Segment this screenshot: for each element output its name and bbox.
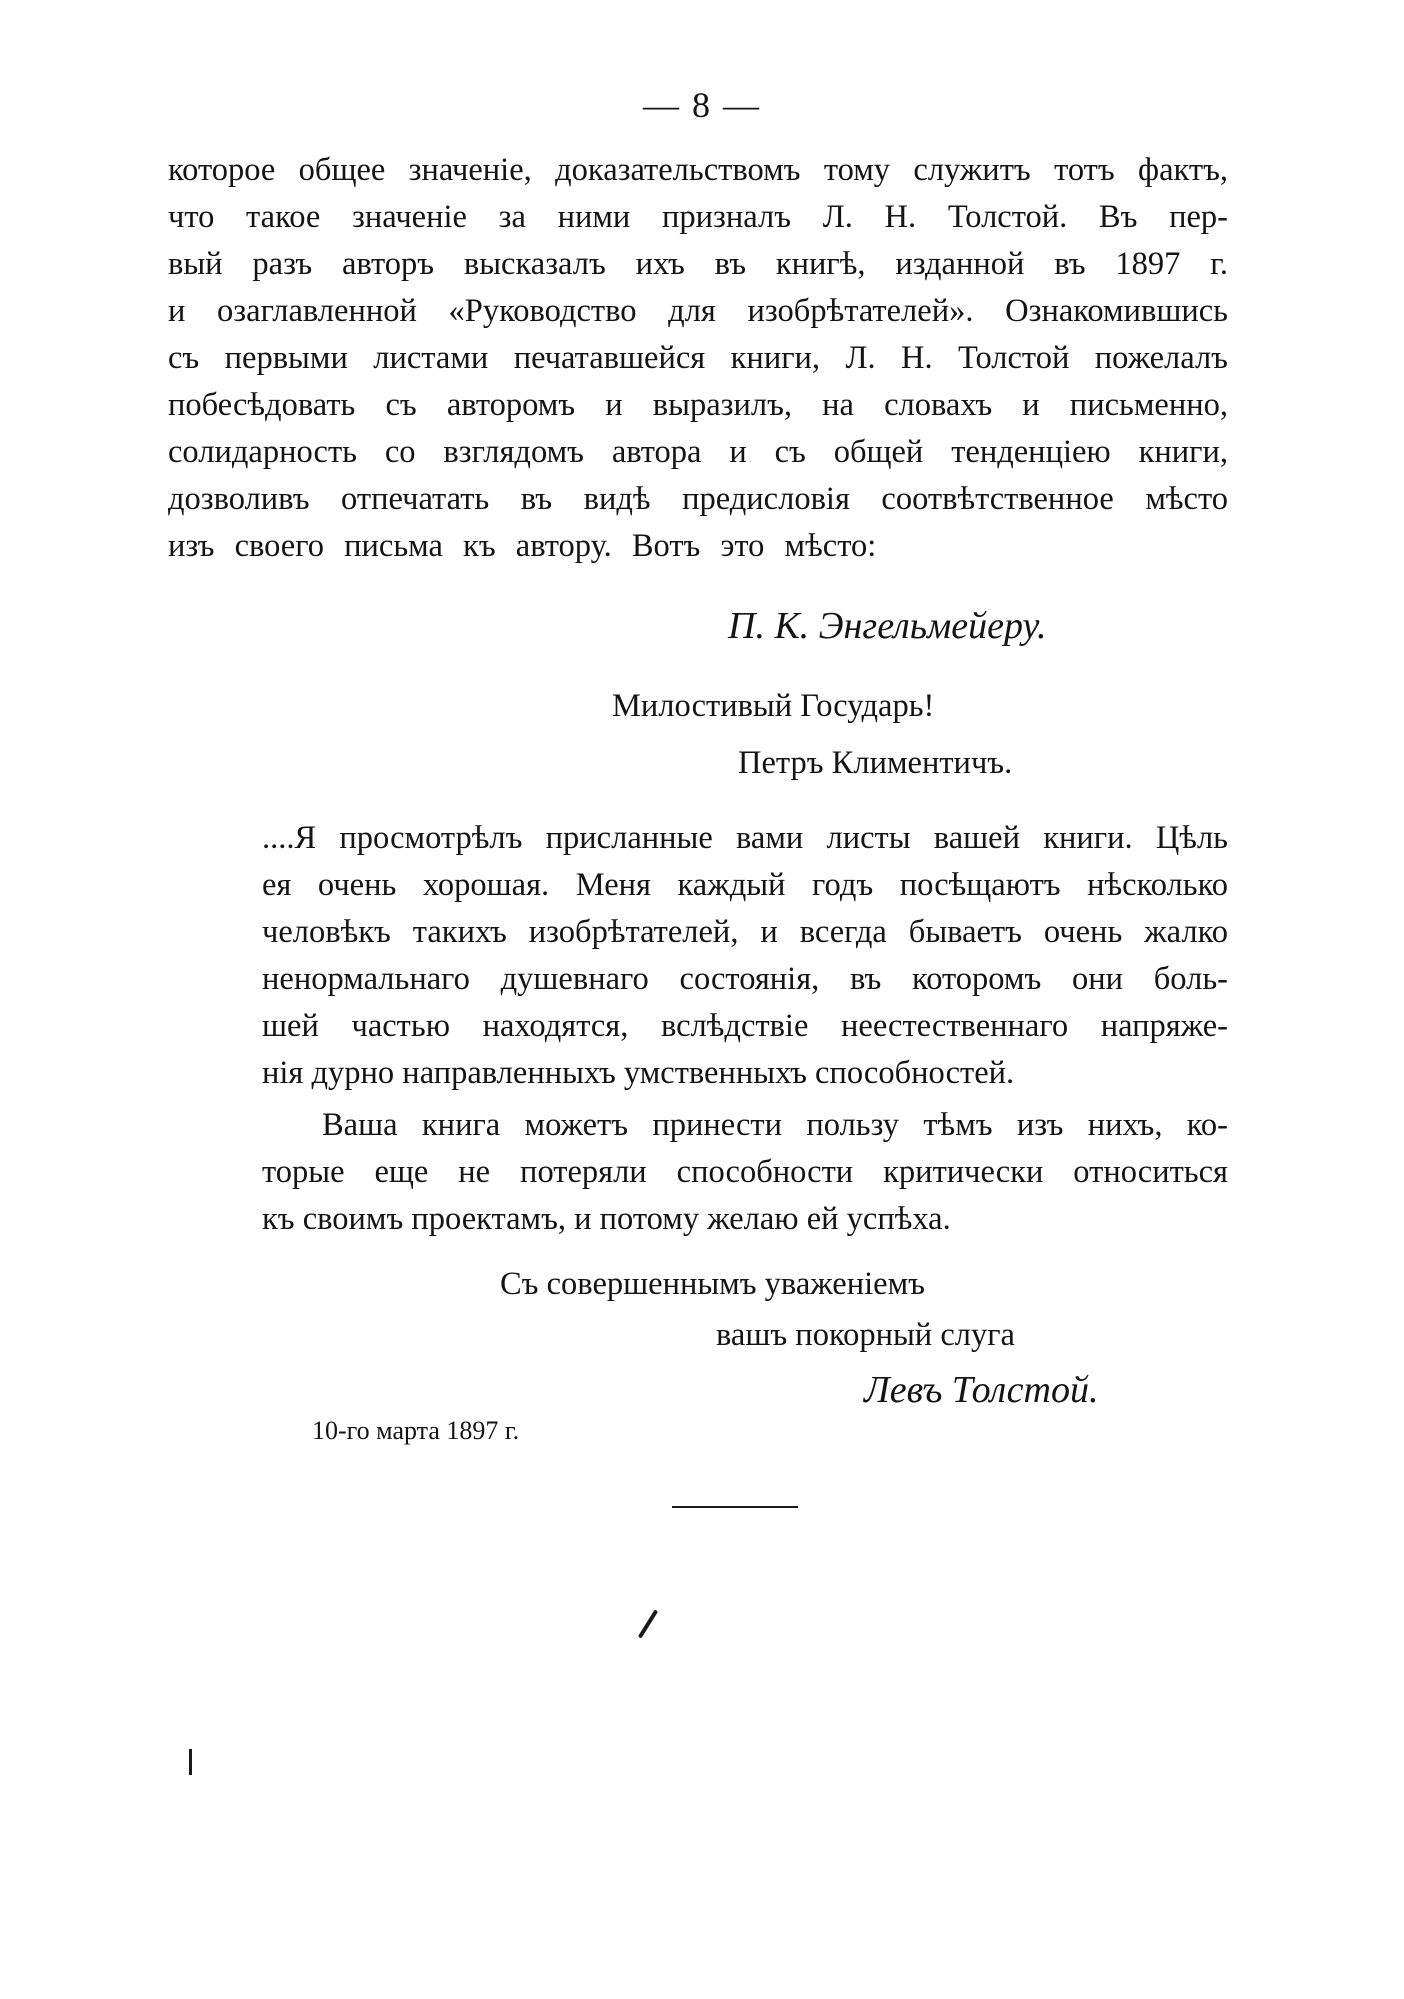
letter-line: къ своимъ проектамъ, и потому желаю ей успѣха. (262, 1201, 951, 1237)
paragraph-line: вый разъ авторъ высказалъ ихъ въ книгѣ, изданной въ 1897 г. (168, 246, 1228, 282)
paragraph-line: побесѣдовать съ авторомъ и выразилъ, на словахъ и письменно, (168, 387, 1228, 423)
letter-closing-servant: вашъ покорный слуга (716, 1317, 1015, 1353)
letter-line: Ваша книга можетъ принести пользу тѣмъ изъ нихъ, ко- (322, 1107, 1228, 1143)
margin-mark (189, 1749, 192, 1775)
paragraph-line: и озаглавленной «Руководство для изобрѣтателей». Ознакомившись (168, 293, 1228, 329)
letter-line: ненормальнаго душевнаго состоянія, въ которомъ они боль- (262, 961, 1228, 997)
letter-salutation: Милостивый Государь! (612, 688, 935, 724)
letter-name-line: Петръ Климентичъ. (738, 745, 1013, 781)
paragraph-line: дозволивъ отпечатать въ видѣ предисловія соотвѣтственное мѣсто (168, 481, 1228, 517)
letter-line: шей частью находятся, вслѣдствіе неестественнаго напряже- (262, 1008, 1228, 1044)
letter-line: торые еще не потеряли способности критически относиться (262, 1154, 1228, 1190)
paragraph-line: солидарность со взглядомъ автора и съ общей тенденціею книги, (168, 434, 1228, 470)
letter-line: человѣкъ такихъ изобрѣтателей, и всегда бываетъ очень жалко (262, 914, 1228, 950)
paragraph-line: что такое значеніе за ними призналъ Л. Н. Толстой. Въ пер- (168, 199, 1228, 235)
closing-rule (672, 1506, 798, 1508)
letter-addressee: П. К. Энгельмейеру. (728, 605, 1047, 647)
letter-line: ея очень хорошая. Меня каждый годъ посѣщаютъ нѣсколько (262, 867, 1228, 903)
letter-closing: Съ совершеннымъ уваженіемъ (500, 1266, 925, 1302)
letter-line: нія дурно направленныхъ умственныхъ способностей. (262, 1055, 1015, 1091)
page-number: — 8 — (643, 85, 761, 125)
letter-signature: Левъ Толстой. (864, 1369, 1099, 1411)
paragraph-line: изъ своего письма къ автору. Вотъ это мѣсто: (168, 528, 877, 564)
stray-pen-mark (638, 1609, 658, 1638)
letter-line: ....Я просмотрѣлъ присланные вами листы вашей книги. Цѣль (262, 820, 1228, 856)
paragraph-line: которое общее значеніе, доказательствомъ тому служитъ тотъ фактъ, (168, 152, 1228, 188)
paragraph-line: съ первыми листами печатавшейся книги, Л. Н. Толстой пожелалъ (168, 340, 1228, 376)
letter-date: 10-го марта 1897 г. (312, 1416, 520, 1445)
